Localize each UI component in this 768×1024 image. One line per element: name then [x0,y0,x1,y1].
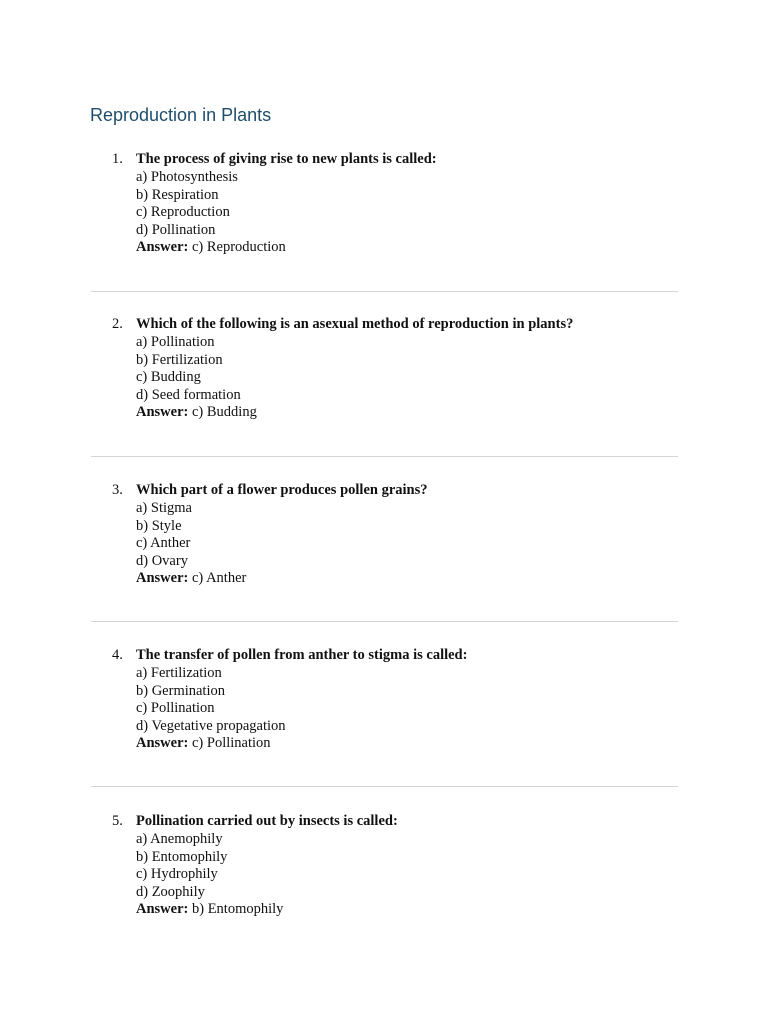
question-number: 4. [112,647,123,663]
option-b: b) Style [136,517,182,534]
option-d: d) Seed formation [136,386,241,403]
option-d: d) Pollination [136,221,216,238]
option-b: b) Entomophily [136,848,228,865]
answer-value: b) Entomophily [191,901,284,918]
section-divider [91,456,678,457]
question-body [136,151,696,257]
option-a: a) Photosynthesis [136,169,238,186]
question-text: Which part of a flower produces pollen grains? [136,482,428,498]
question-text: Pollination carried out by insects is called: [136,813,398,829]
answer-line [136,239,696,257]
option-d: d) Ovary [136,552,188,569]
answer-line [136,404,696,422]
section-divider [91,291,678,292]
answer-value: c) Reproduction [191,239,286,256]
answer-line [136,570,696,588]
option-a: a) Stigma [136,500,192,517]
question-body [136,482,696,588]
answer-value: c) Pollination [191,735,271,752]
option-a: a) Pollination [136,334,215,351]
document-title: Reproduction in Plants [90,105,272,125]
option-a: a) Anemophily [136,831,223,848]
option-b: b) Germination [136,682,225,699]
option-b: b) Fertilization [136,351,223,368]
question-text: The transfer of pollen from anther to stigma is called: [136,647,468,663]
answer-line [136,901,696,919]
question-text: The process of giving rise to new plants is called: [136,151,437,167]
option-a: a) Fertilization [136,665,222,682]
question-body [136,316,696,422]
option-c: c) Anther [136,535,191,552]
option-c: c) Budding [136,369,201,386]
question-number: 5. [112,813,123,829]
answer-label: Answer: [136,239,189,256]
question-number: 3. [112,482,123,498]
question-text: Which of the following is an asexual method of reproduction in plants? [136,316,574,332]
answer-label: Answer: [136,570,189,587]
option-c: c) Hydrophily [136,866,218,883]
question-body [136,813,696,919]
section-divider [91,786,678,787]
option-c: c) Pollination [136,700,215,717]
option-d: d) Vegetative propagation [136,717,286,734]
answer-label: Answer: [136,735,189,752]
option-d: d) Zoophily [136,883,205,900]
question-body [136,647,696,753]
answer-label: Answer: [136,404,189,421]
answer-value: c) Anther [191,570,247,587]
answer-line [136,735,696,753]
question-number: 1. [112,151,123,167]
option-c: c) Reproduction [136,204,230,221]
question-number: 2. [112,316,123,332]
answer-label: Answer: [136,901,189,918]
option-b: b) Respiration [136,186,219,203]
answer-value: c) Budding [191,404,257,421]
section-divider [91,621,678,622]
